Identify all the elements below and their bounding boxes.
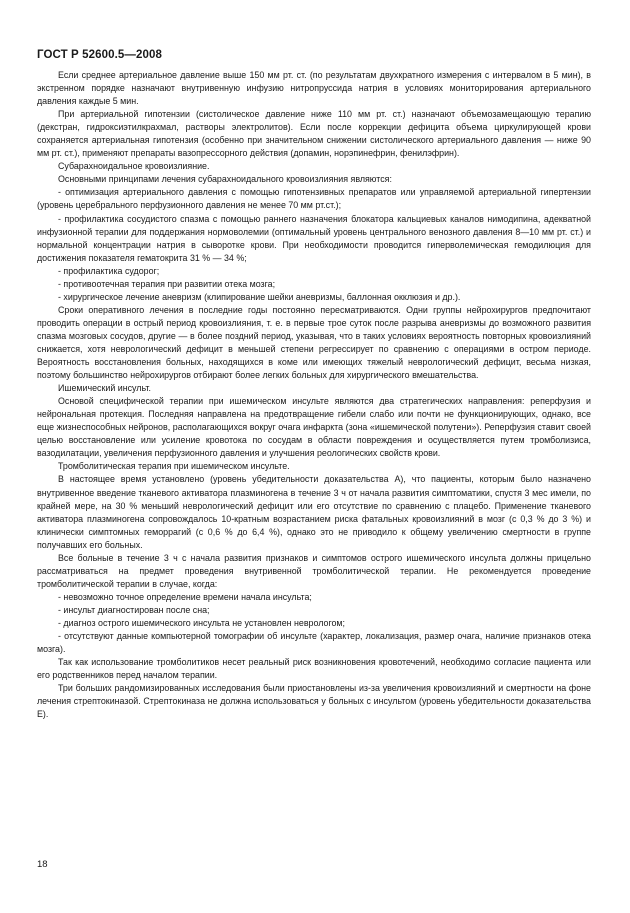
- page-number: 18: [37, 859, 48, 870]
- section-heading: Тромболитическая терапия при ишемическом инсульте.: [58, 461, 290, 472]
- document-header: ГОСТ Р 52600.5—2008: [37, 49, 162, 61]
- paragraph: В настоящее время установлено (уровень убедительности доказательства А), что пациенты, которым было назначено внутривенное введение тканевого активатора плазминогена в течение 3 ч от начала развития симптоматики, спустя 3 мес имели, по крайней мере, на 30 % меньший неврологический дефицит или его отсутствие по сравнению с плацебо. Применение тканевого активатора плазминогена сопровождалось 10-кратным возрастанием риска фатальных кровоизлияний в мозг (с 0,3 % до 3 %) и клинически симптомных геморрагий (с 0,6 % до 6,4 %), однако это не приводило к общему увеличению смертности в группе получавших его больных.: [37, 474, 591, 550]
- paragraph: Если среднее артериальное давление выше 150 мм рт. ст. (по результатам двухкратного измерения с интервалом в 5 мин), в экстренном порядке назначают внутривенную инфузию нитропруссида натрия в условиях мониторирования артериального давления каждые 5 мин.: [37, 70, 591, 107]
- list-item: - хирургическое лечение аневризм (клипирование шейки аневризмы, баллонная окклюзия и др.).: [58, 291, 461, 302]
- list-item: - невозможно точное определение времени начала инсульта;: [58, 591, 312, 602]
- paragraph: Все больные в течение 3 ч с начала развития признаков и симптомов острого ишемического инсульта должны прицельно рассматриваться на предмет проведения внутривенной тромболитической терапии. Не рекомендуется проведение тромболитической терапии в случае, когда:: [37, 552, 591, 589]
- list-item: - профилактика судорог;: [58, 265, 160, 276]
- paragraph: Три больших рандомизированных исследования были приостановлены из-за увеличения кровоизлияний и смертности на фоне лечения стрептокиназой. Стрептокиназа не должна использоваться у больных с инсультом (уровень убедительности доказательства Е).: [37, 683, 591, 720]
- list-item: - оптимизация артериального давления с помощью гипотензивных препаратов или управляемой артериальной гипертензии (уровень церебрального перфузионного давления не менее 70 мм рт.ст.);: [37, 187, 591, 211]
- list-item: - профилактика сосудистого спазма с помощью раннего назначения блокатора кальциевых каналов нимодипина, адекватной инфузионной терапии для поддержания нормоволемии (оптимальный уровень центрального венозного давления 8—10 мм рт. ст.) и нормальной концентрации натрия в сыворотке крови. При необходимости проводится гиперволемическая гемодилюция для достижения показателя гематокрита 31 % — 34 %;: [37, 213, 591, 263]
- list-item: - инсульт диагностирован после сна;: [58, 604, 210, 615]
- section-heading: Субарахноидальное кровоизлияние.: [58, 161, 210, 172]
- document-body: [37, 69, 591, 721]
- paragraph: Сроки оперативного лечения в последние годы постоянно пересматриваются. Одни группы нейрохирургов предпочитают проводить операции в острый период кровоизлияния, т. е. в первые трое суток после разрыва аневризмы до возможного развития спазма мозговых сосудов, другие — в более поздний период, указывая, что в таких условиях вероятность повторных кровоизлияний снижается, хотя неврологический дефицит в меньшей степени регрессирует по сравнению с операциями в остром периоде. Вероятность восстановления больных, находящихся в коме или имеющих тяжелый неврологический дефицит, весьма низкая, поэтому большинство нейрохирургов отбирают более легких больных для хирургического вмешательства.: [37, 304, 591, 381]
- section-heading: Ишемический инсульт.: [58, 383, 151, 394]
- paragraph: При артериальной гипотензии (систолическое давление ниже 110 мм рт. ст.) назначают объемозамещающую терапию (декстран, гидроксиэтилкрахмал, растворы электролитов). Если после коррекции дефицита объема циркулирующей крови сохраняется артериальная гипотензия (особенно при значительном снижении систолического артериального давления — ниже 90 мм рт. ст.), применяют препараты вазопрессорного действия (допамин, норэпинефрин, фенилэфрин).: [37, 109, 591, 159]
- paragraph: Основными принципами лечения субарахноидального кровоизлияния являются:: [58, 174, 392, 185]
- list-item: - диагноз острого ишемического инсульта не установлен неврологом;: [58, 617, 345, 628]
- paragraph: Основой специфической терапии при ишемическом инсульте являются два стратегических направления: реперфузия и нейрональная протекция. Последняя направлена на предотвращение гибели слабо или почти не функционирующих, однако, все еще жизнеспособных нейронов, располагающихся вокруг очага инфаркта (зона «ишемической полутени»). Реперфузия ставит своей целью восстановление или усиление кровотока по сосудам в области повреждения и осуществляется путем тромболизиса, вазодилатации, увеличения перфузионного давления и улучшения реологических свойств крови.: [37, 396, 591, 459]
- list-item: - противоотечная терапия при развитии отека мозга;: [58, 278, 276, 289]
- paragraph: Так как использование тромболитиков несет реальный риск возникновения кровотечений, необходимо согласие пациента или его родственников перед началом терапии.: [37, 657, 591, 681]
- list-item: - отсутствуют данные компьютерной томографии об инсульте (характер, локализация, размер очага, наличие признаков отека мозга).: [37, 631, 591, 655]
